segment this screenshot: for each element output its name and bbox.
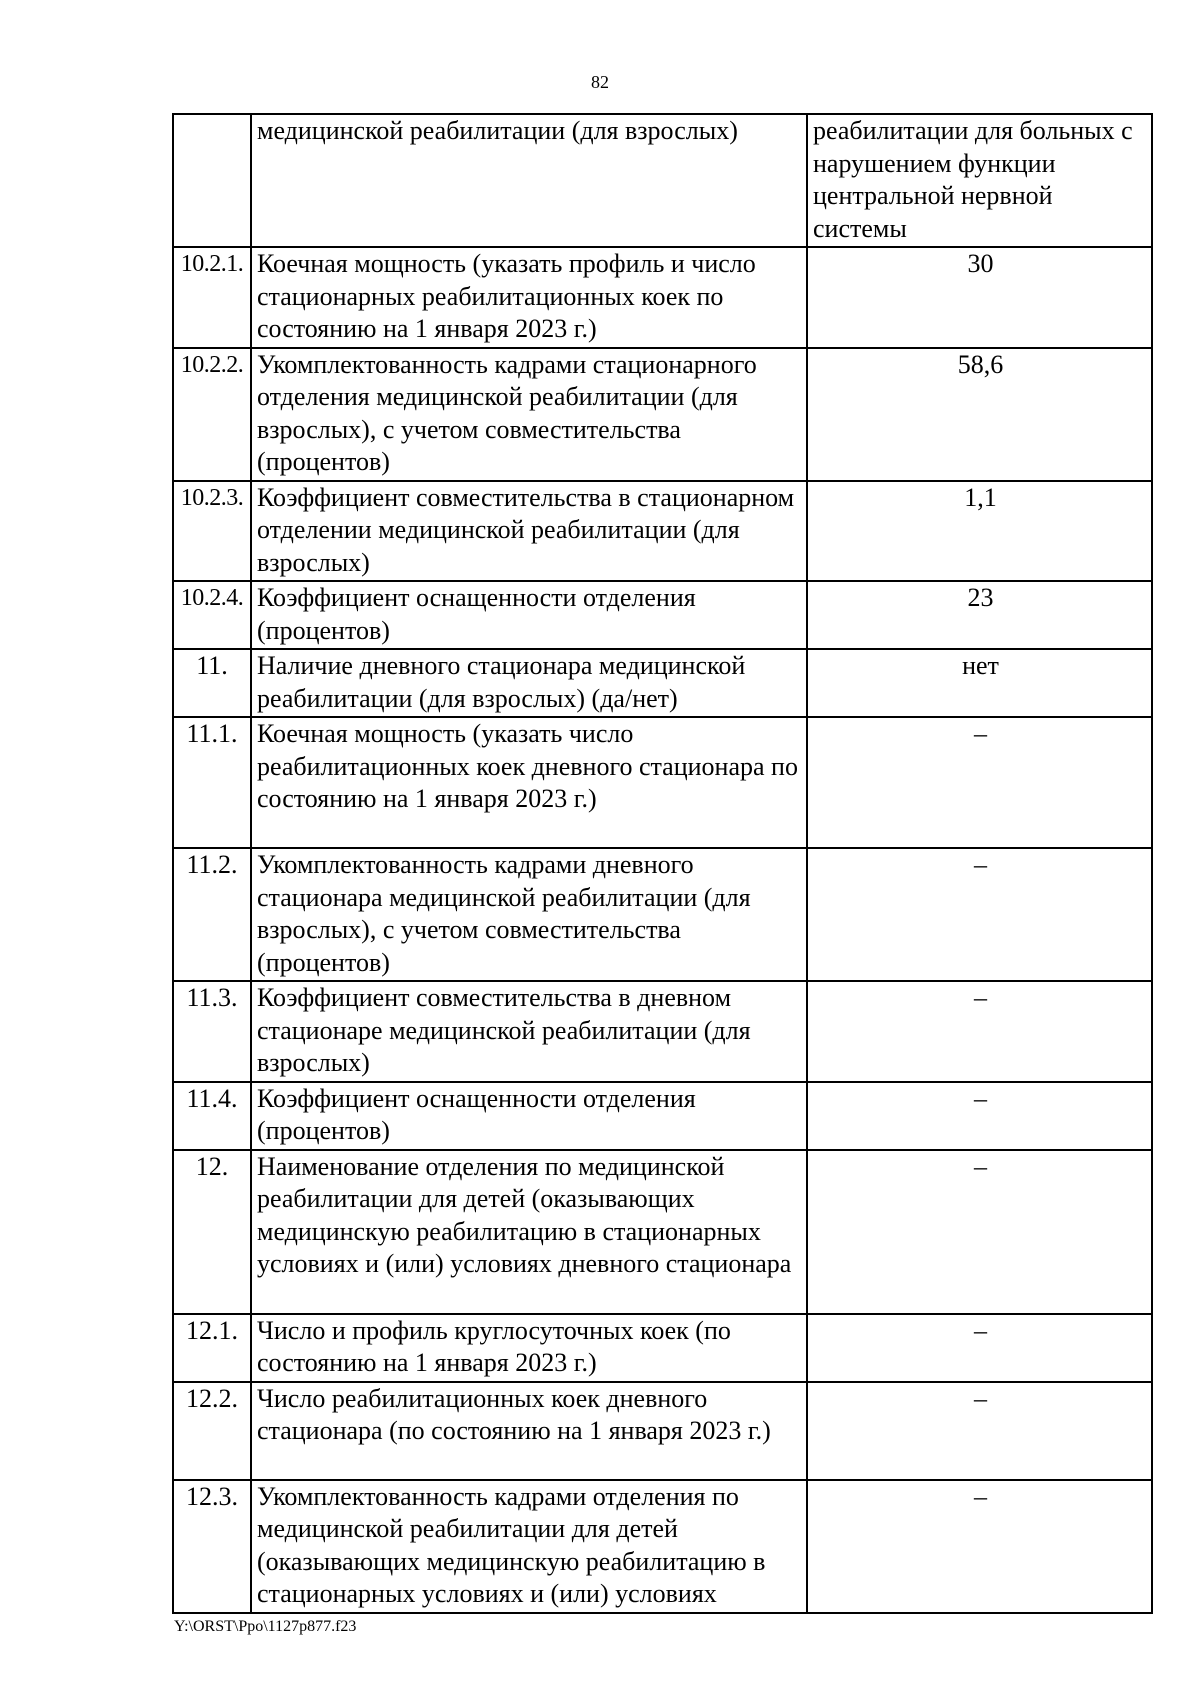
table-row <box>173 1480 1152 1613</box>
row-number: 10.2.3. <box>173 481 251 582</box>
file-path-footer: Y:\ORST\Ppo\1127p877.f23 <box>174 1618 357 1635</box>
row-number: 11.3. <box>173 981 251 1082</box>
table-row <box>173 649 1152 717</box>
row-number: 10.2.1. <box>173 247 251 348</box>
row-value: 23 <box>807 581 1152 649</box>
row-description: Коэффициент совместительства в стационарном отделении медицинской реабилитации (для взрослых) <box>251 481 807 582</box>
table-row <box>173 1150 1152 1314</box>
table-row <box>173 247 1152 348</box>
row-number: 12.1. <box>173 1314 251 1382</box>
row-description: Число и профиль круглосуточных коек (по состоянию на 1 января 2023 г.) <box>251 1314 807 1382</box>
row-description: Коэффициент совместительства в дневном стационаре медицинской реабилитации (для взрослых) <box>251 981 807 1082</box>
row-value: – <box>807 981 1152 1082</box>
row-number: 11.2. <box>173 848 251 981</box>
row-value: – <box>807 848 1152 981</box>
row-description: Коечная мощность (указать число реабилитационных коек дневного стационара по состоянию на 1 января 2023 г.) <box>251 717 807 848</box>
row-number: 11. <box>173 649 251 717</box>
page-number: 82 <box>591 72 609 92</box>
row-number: 10.2.2. <box>173 348 251 481</box>
row-value: – <box>807 1314 1152 1382</box>
row-number: 10.2.4. <box>173 581 251 649</box>
row-value: – <box>807 1150 1152 1314</box>
table-row <box>173 981 1152 1082</box>
row-number: 11.4. <box>173 1082 251 1150</box>
row-description: Коэффициент оснащенности отделения (процентов) <box>251 1082 807 1150</box>
row-number: 12. <box>173 1150 251 1314</box>
row-description: Коэффициент оснащенности отделения (процентов) <box>251 581 807 649</box>
row-description: Наименование отделения по медицинской реабилитации для детей (оказывающих медицинскую реабилитацию в стационарных условиях и (или) условиях дневного стационара <box>251 1150 807 1314</box>
row-value: – <box>807 1382 1152 1480</box>
row-description: Число реабилитационных коек дневного стационара (по состоянию на 1 января 2023 г.) <box>251 1382 807 1480</box>
table-row <box>173 114 1152 247</box>
row-description: Укомплектованность кадрами дневного стационара медицинской реабилитации (для взрослых), с учетом совместительства (процентов) <box>251 848 807 981</box>
data-table <box>172 113 1153 1614</box>
row-description: медицинской реабилитации (для взрослых) <box>251 114 807 247</box>
row-value: – <box>807 1480 1152 1613</box>
row-value: 58,6 <box>807 348 1152 481</box>
table-row <box>173 1082 1152 1150</box>
row-description: Наличие дневного стационара медицинской реабилитации (для взрослых) (да/нет) <box>251 649 807 717</box>
row-value: нет <box>807 649 1152 717</box>
table-row <box>173 581 1152 649</box>
table-row <box>173 717 1152 848</box>
row-number: 12.2. <box>173 1382 251 1480</box>
row-number <box>173 114 251 247</box>
row-number: 11.1. <box>173 717 251 848</box>
row-value: 1,1 <box>807 481 1152 582</box>
table-row <box>173 1382 1152 1480</box>
row-value: реабилитации для больных с нарушением функции центральной нервной системы <box>807 114 1152 247</box>
row-description: Укомплектованность кадрами стационарного отделения медицинской реабилитации (для взрослых), с учетом совместительства (процентов) <box>251 348 807 481</box>
row-value: 30 <box>807 247 1152 348</box>
row-value: – <box>807 1082 1152 1150</box>
row-value: – <box>807 717 1152 848</box>
table-row <box>173 348 1152 481</box>
row-number: 12.3. <box>173 1480 251 1613</box>
row-description: Укомплектованность кадрами отделения по медицинской реабилитации для детей (оказывающих медицинскую реабилитацию в стационарных условиях и (или) условиях <box>251 1480 807 1613</box>
table-row <box>173 1314 1152 1382</box>
table-row <box>173 848 1152 981</box>
row-description: Коечная мощность (указать профиль и число стационарных реабилитационных коек по состоянию на 1 января 2023 г.) <box>251 247 807 348</box>
table-row <box>173 481 1152 582</box>
